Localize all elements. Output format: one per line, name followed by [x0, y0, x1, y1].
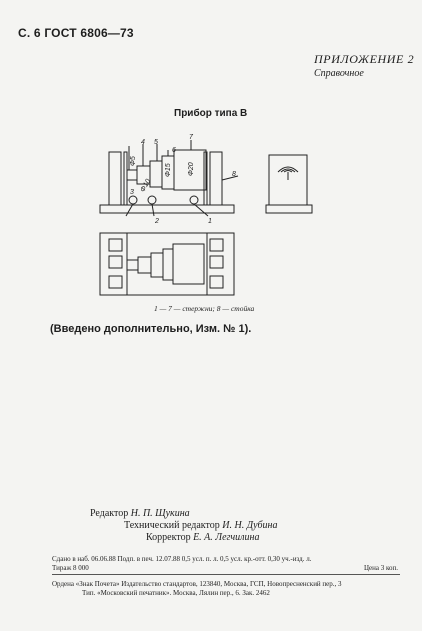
imprint-price: Цена 3 коп.: [363, 564, 398, 572]
credit-corrector: [146, 532, 260, 544]
label-6: 6: [172, 147, 176, 154]
printer-line: Тип. «Московский печатник». Москва, Лялин пер., 6. Зак. 2462: [82, 589, 270, 597]
label-5: 5: [154, 139, 158, 146]
side-base: [266, 205, 312, 213]
top-view: [100, 233, 234, 295]
amendment-note: (Введено дополнительно, Изм. № 1).: [50, 323, 252, 335]
left-post: [109, 152, 121, 205]
device-drawing: [90, 128, 410, 300]
label-d5: Φ5: [130, 156, 137, 166]
label-4: 4: [141, 139, 145, 146]
appendix-subtitle: Справочное: [314, 68, 364, 79]
figure-caption: 1 — 7 — стержни; 8 — стойка: [154, 304, 255, 313]
base-plate: [100, 205, 234, 213]
rod-3: [127, 170, 137, 180]
credit-role: Редактор: [90, 508, 129, 519]
credit-role: Корректор: [146, 532, 191, 543]
publisher-line: Ордена «Знак Почета» Издательство стандартов, 123840, Москва, ГСП, Новопресненский пер., 3: [52, 580, 342, 588]
credit-name: Е. А. Легчилина: [193, 532, 260, 543]
credit-role: Технический редактор: [124, 520, 220, 531]
label-2: 2: [155, 218, 159, 225]
divider: [52, 574, 400, 575]
label-1: 1: [208, 218, 212, 225]
appendix-title: ПРИЛОЖЕНИЕ 2: [314, 52, 415, 66]
side-view: [266, 155, 312, 213]
support-3: [190, 196, 198, 204]
label-d15: Φ15: [165, 163, 172, 177]
front-view: [100, 140, 238, 216]
label-3: 3: [130, 189, 134, 196]
credit-editor: [90, 508, 190, 520]
figure-title: Прибор типа В: [174, 108, 248, 119]
imprint-print-run: Тираж 8 000: [52, 564, 89, 572]
credit-name: Н. П. Щукина: [130, 508, 190, 519]
rod-5: [150, 161, 162, 187]
front-view-labels: [130, 134, 236, 225]
label-d20: Φ20: [188, 162, 195, 176]
support-1: [129, 196, 137, 204]
right-post: [210, 152, 222, 205]
top-view-frame: [100, 233, 234, 295]
imprint-line-1: Сдано в наб. 06.06.88 Подп. в печ. 12.07.88 0,5 усл. п. л. 0,5 усл. кр.-отт. 0,30 уч.-изд. л.: [52, 555, 312, 563]
page-header: С. 6 ГОСТ 6806—73: [18, 26, 134, 40]
label-d10: Φ10: [139, 178, 153, 194]
label-7: 7: [189, 134, 193, 141]
label-8: 8: [232, 171, 236, 178]
support-2: [148, 196, 156, 204]
credit-tech-editor: [124, 520, 278, 532]
credit-name: И. Н. Дубина: [222, 520, 278, 531]
